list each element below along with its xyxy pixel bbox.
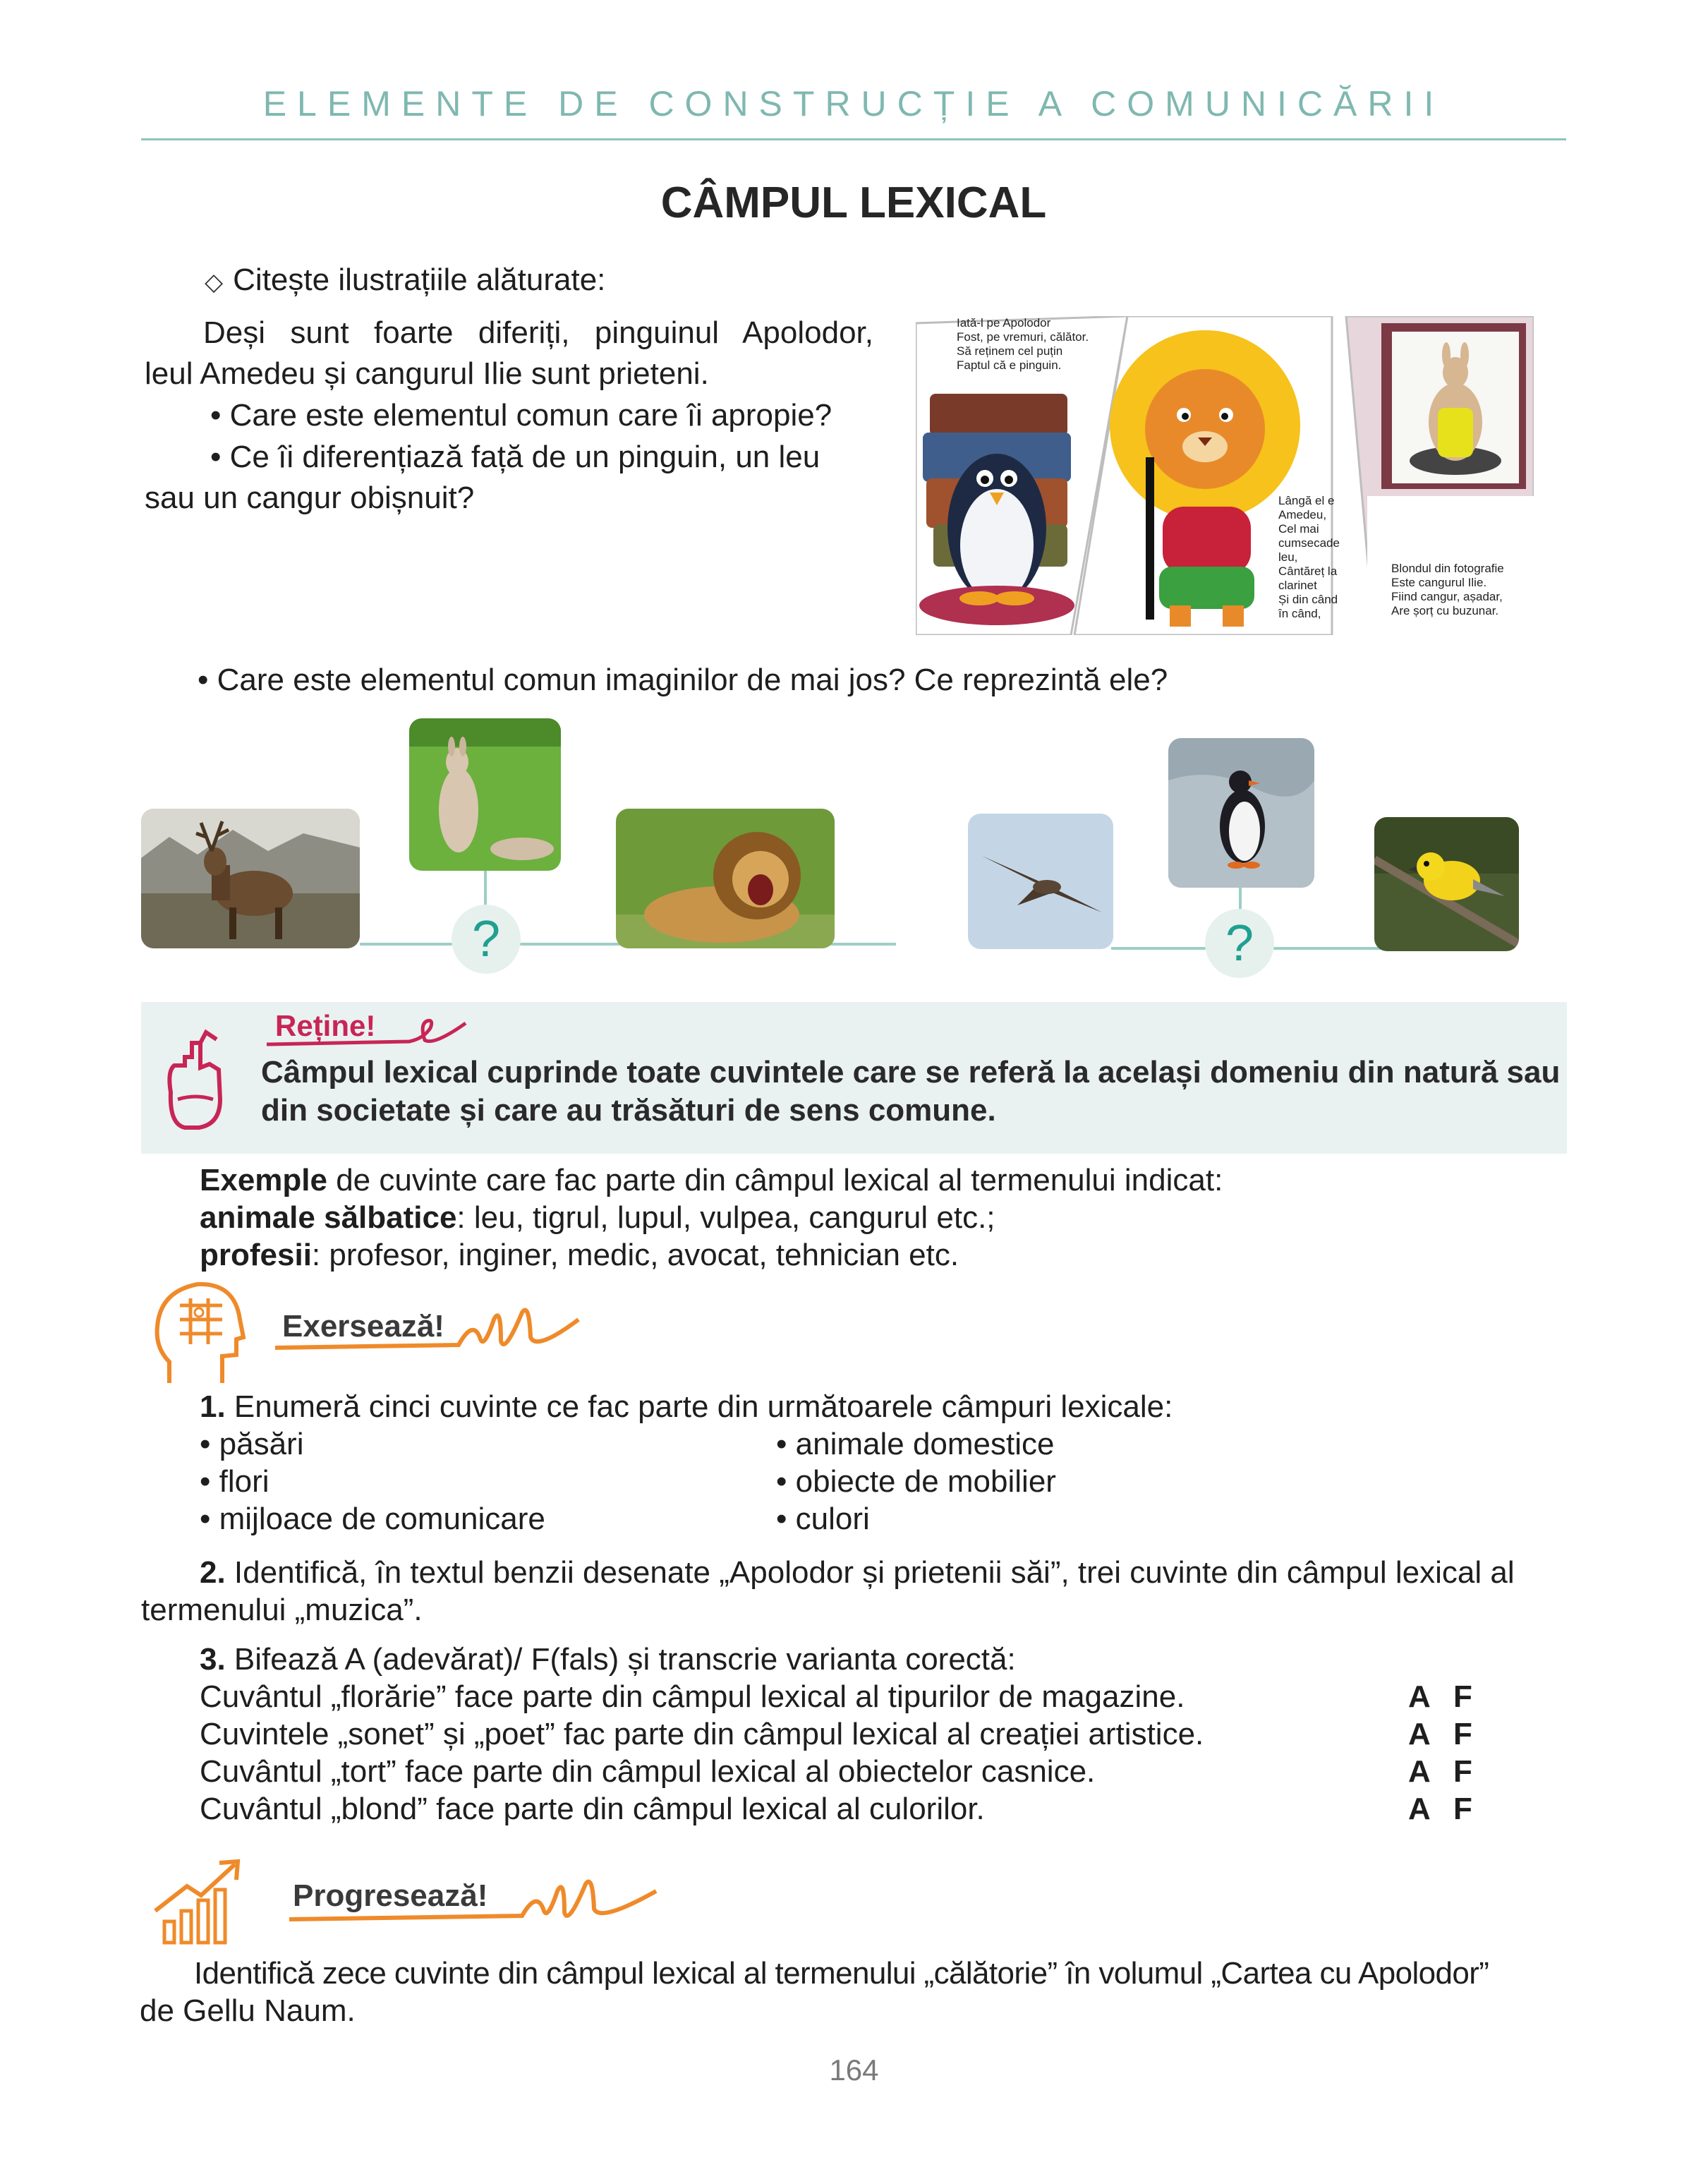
images-question: • Care este elementul comun imaginilor de mai jos? Ce reprezintă ele? (198, 663, 1168, 697)
lion-photo (616, 809, 835, 948)
retine-text-2: din societate și care au trăsături de sens comune. (261, 1093, 996, 1128)
option-f[interactable]: F (1453, 1679, 1472, 1714)
progreseaza-text-1: Identifică zece cuvinte din câmpul lexical al termenului „călătorie” în volumul „Cartea cu Apolodor” (194, 1956, 1489, 1991)
option-a[interactable]: A (1408, 1754, 1431, 1789)
example-2: profesii: profesor, inginer, medic, avocat, tehnician etc. (200, 1238, 959, 1272)
field-item: • păsări (200, 1427, 304, 1461)
question-bubble-1: ? (452, 905, 521, 974)
finger-reminder-icon (157, 1029, 234, 1135)
comic-strip (916, 316, 1534, 635)
progreseaza-label: Progresează! (293, 1878, 488, 1913)
question-bubble-2: ? (1205, 909, 1274, 978)
lesson-title: CÂMPUL LEXICAL (660, 179, 1047, 227)
retine-underline-squiggle (261, 1010, 473, 1053)
statement: Cuvântul „tort” face parte din câmpul lexical al obiectelor casnice. (200, 1754, 1096, 1789)
progreseaza-underline-squiggle (282, 1866, 663, 1933)
exercise-1: 1. Enumeră cinci cuvinte ce fac parte din următoarele câmpuri lexicale: (200, 1389, 1173, 1424)
penguin-photo (1168, 738, 1314, 888)
header-rule (141, 138, 1566, 140)
growth-chart-icon (152, 1854, 247, 1946)
intro-line-1: Deși sunt foarte diferiți, pinguinul Apolodor, (203, 315, 873, 350)
exerseaza-underline-squiggle (268, 1298, 586, 1362)
option-a[interactable]: A (1408, 1679, 1431, 1714)
statement: Cuvântul „blond” face parte din câmpul lexical al culorilor. (200, 1792, 985, 1826)
intro-question-2a: • Ce îi diferențiază față de un pinguin, un leu (210, 440, 820, 474)
eagle-photo (968, 814, 1113, 949)
field-item: • mijloace de comunicare (200, 1502, 545, 1536)
field-item: • culori (776, 1502, 870, 1536)
intro-question-2b: sau un cangur obișnuit? (145, 481, 475, 515)
retine-label: Reține! (275, 1009, 376, 1042)
exerseaza-label: Exersează! (282, 1309, 444, 1344)
page-number: 164 (829, 2053, 879, 2087)
running-header: ELEMENTE DE CONSTRUCȚIE A COMUNICĂRII (262, 84, 1445, 123)
yellow-bird-photo (1374, 817, 1519, 951)
comic-caption-2: Lângă el e Amedeu, Cel mai cumsecade leu, Cântăreț la clarinet Și din când în când, (1278, 494, 1340, 620)
kangaroo-photo (409, 718, 561, 871)
progreseaza-text-2: de Gellu Naum. (140, 1993, 356, 2028)
retine-text-1: Câmpul lexical cuprinde toate cuvintele care se referă la același domeniu din natură sau (261, 1055, 1561, 1089)
example-1: animale sălbatice: leu, tigrul, lupul, vulpea, cangurul etc.; (200, 1200, 995, 1235)
instruction: ◇ Citește ilustrațiile alăturate: (205, 262, 606, 297)
option-a[interactable]: A (1408, 1717, 1431, 1751)
comic-caption-1: Iată-l pe Apolodor Fost, pe vremuri, călător. Să reținem cel puțin Faptul că e pinguin. (957, 316, 1089, 372)
option-a[interactable]: A (1408, 1792, 1431, 1826)
diamond-bullet-icon: ◇ (205, 269, 224, 296)
exercise-3: 3. Bifează A (adevărat)/ F(fals) și transcrie varianta corectă: (200, 1642, 1016, 1677)
intro-line-2: leul Amedeu și cangurul Ilie sunt prieteni. (145, 356, 709, 391)
field-item: • animale domestice (776, 1427, 1055, 1461)
option-f[interactable]: F (1453, 1717, 1472, 1751)
field-item: • obiecte de mobilier (776, 1464, 1056, 1499)
statement: Cuvintele „sonet” și „poet” fac parte din câmpul lexical al creației artistice. (200, 1717, 1204, 1751)
statement: Cuvântul „florărie” face parte din câmpul lexical al tipurilor de magazine. (200, 1679, 1185, 1714)
intro-question-1: • Care este elementul comun care îi apropie? (210, 398, 832, 433)
exercise-2-line-1: 2. Identifică, în textul benzii desenate „Apolodor și prietenii săi”, trei cuvinte din câmpul lexical al (200, 1555, 1515, 1590)
field-item: • flori (200, 1464, 269, 1499)
exercise-2-line-2: termenului „muzica”. (141, 1593, 423, 1627)
thinking-head-icon (152, 1277, 247, 1387)
comic-caption-3: Blondul din fotografie Este cangurul Ilie. Fiind cangur, așadar, Are șorț cu buzunar. (1391, 562, 1504, 617)
examples-intro: Exemple de cuvinte care fac parte din câmpul lexical al termenului indicat: (200, 1163, 1223, 1197)
option-f[interactable]: F (1453, 1792, 1472, 1826)
deer-photo (141, 809, 360, 948)
option-f[interactable]: F (1453, 1754, 1472, 1789)
